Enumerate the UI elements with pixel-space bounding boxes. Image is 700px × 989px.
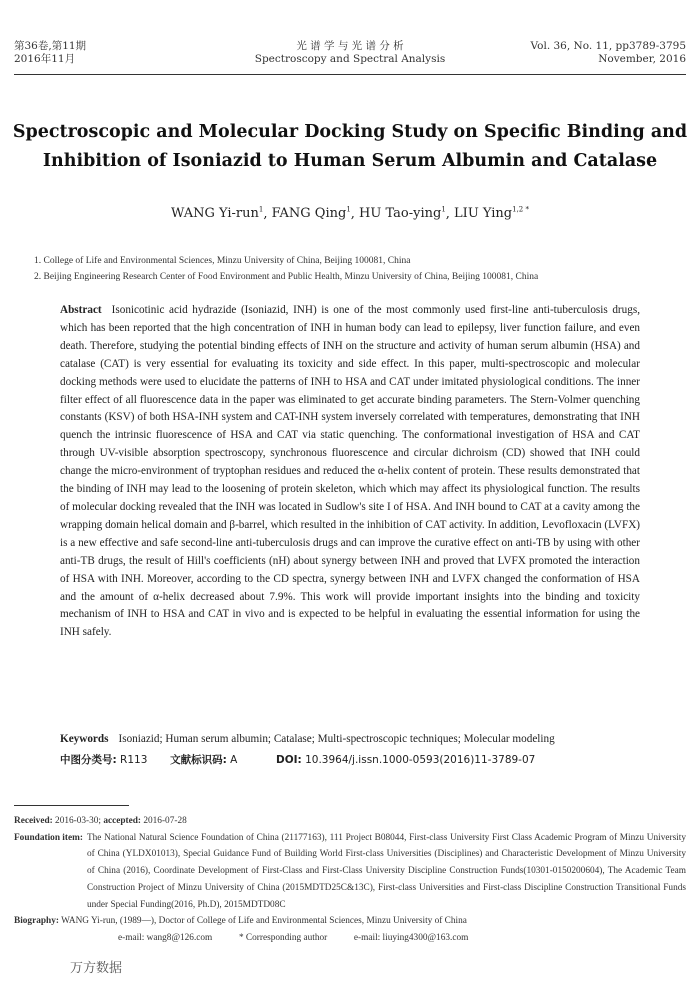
journal-name-en: Spectroscopy and Spectral Analysis: [254, 53, 446, 65]
clc-label: 中图分类号:: [60, 754, 117, 766]
keywords: [60, 733, 650, 745]
volume-issue-cn: 第36卷,第11期: [14, 40, 87, 52]
received-value: 2016-03-30;: [55, 816, 102, 826]
date-cn: 2016年11月: [14, 53, 76, 65]
foundation-block: [14, 830, 686, 914]
abstract-text: Isonicotinic acid hydrazide (Isoniazid, INH) is one of the most commonly used first-line anti-tuberculosis drugs, which has been reported that the high concentration of INH in human body can lead to epilepsy, liver function failure, and even death. Therefore, studying the potential binding effects of INH on the structure and activity of human serum albumin (HSA) and catalase (CAT) is very essential for evaluating its toxicity and side effect. In this paper, multi-spectroscopic and molecular docking methods were used to elucidate the patterns of INH to HSA and CAT under imitated physiological conditions. The inner filter effect of all fluorescence data in the paper was eliminated to get accurate binding parameters. The Stern-Volmer quenching constants (KSV) of both HSA-INH system and CAT-INH system inversely correlated with temperatures, demonstrating that INH quench the intrinsic fluorescence of HSA and CAT via static quenching. The conformational investigation of HSA and CAT through UV-visible absorption spectroscopy, synchronous fluorescence and circular dichroism (CD) showed that INH could change the micro-environment of tryptophan residues and reduced the α-helix content of protein. These results demonstrated that the binding of INH may lead to the loosening of protein skeleton, which which may affect its physiological function. The results of molecular docking revealed that the INH was located in Sudlow's site I of HSA. And INH bound to CAT at a cavity among the wrapping domain helical domain and β-barrel, which resulted in the inhibition of CAT activity. In addition, Levofloxacin (LVFX) is a new effective and safe second-line anti-tuberculosis drugs and can improve the curative effect on anti-TB by using with other anti-TB drugs, the result of Hill's coefficients (nH) about synergy between INH and proved that LVFX promoted the interaction of HSA with INH. Moreover, according to the CD spectra, synergy between INH and LVFX changed the conformation of HSA and the amount of α-helix decreased about 7.9%. This work will provide important insights into the binding and toxicity mechanism of INH to HSA and CAT in vivo and is expected to be helpful in evaluating the essential information for using the INH safely.: [60, 304, 640, 639]
header-divider: [14, 74, 686, 75]
clc-value: R113: [120, 754, 148, 766]
title-line-2: Inhibition of Isoniazid to Human Serum Albumin and Catalase: [42, 151, 658, 171]
author-email: e-mail: wang8@126.com: [118, 932, 213, 943]
accepted-label: accepted:: [103, 816, 142, 826]
biography-text: WANG Yi-run, (1989—), Doctor of College of Life and Environmental Sciences, Minzu University of China: [61, 916, 467, 927]
affiliation: 2. Beijing Engineering Research Center of Food Environment and Public Health, Minzu University of China, Beijing 100081, China: [34, 272, 539, 282]
footnote-divider: [14, 805, 129, 806]
biography-line: [14, 913, 686, 930]
date-en: November, 2016: [598, 53, 686, 65]
title-line-1: Spectroscopic and Molecular Docking Study on Specific Binding and: [12, 122, 688, 142]
author-list: WANG Yi-run$^1$, FANG Qing$^1$, HU Tao-ying$^1$, LIU Ying$^{1,2 *}$: [171, 206, 529, 222]
biography-label: Biography:: [14, 916, 59, 927]
foundation-text: The National Natural Science Foundation of China (21177163), 111 Project B08044, First-class University First Class Academic Program of Minzu University of China (YLDX01013), Special Guidance Fund of Building World First-class Universities (Disciplines) and Characteristic Development of Minzu University of China (2016), Coordinate Development of First-Class and First-Class University Discipline Construction Funds(10301-0150200604), The Academic Team Construction Project of Minzu University of China (2015MDTD25C&13C), First-class Universities and First-class Discipline Construction Transitional Funds under Special Funding(2016, Ph.D), 2015MDTD08C: [86, 832, 686, 910]
corresponding-author-note: * Corresponding author: [238, 932, 328, 943]
volume-pages-en: Vol. 36, No. 11, pp3789-3795: [530, 40, 686, 52]
journal-name-cn: 光 谱 学 与 光 谱 分 析: [296, 40, 404, 52]
classification-row: [60, 752, 650, 767]
author: LIU Ying$^{1,2 *}$: [454, 206, 529, 222]
doi-value: 10.3964/j.issn.1000-0593(2016)11-3789-07: [305, 754, 536, 766]
received-label: Received:: [14, 816, 53, 826]
author: WANG Yi-run$^1$: [171, 206, 264, 222]
footnotes: [14, 813, 686, 947]
foundation-label: Foundation item:: [14, 832, 83, 843]
email-line: [14, 930, 686, 947]
doi-label: DOI:: [276, 754, 302, 766]
abstract-label: Abstract: [60, 304, 102, 316]
affiliation: 1. College of Life and Environmental Sciences, Minzu University of China, Beijing 100081, China: [34, 256, 411, 266]
accepted-value: 2016-07-28: [143, 816, 187, 826]
paper-title: [10, 118, 690, 176]
journal-volume-info-en: [531, 40, 686, 66]
author: HU Tao-ying$^1$: [359, 206, 446, 222]
abstract: [60, 302, 640, 642]
keywords-text: Isoniazid; Human serum albumin; Catalase; Multi-spectroscopic techniques; Molecular modeling: [118, 733, 555, 745]
keywords-label: Keywords: [60, 733, 109, 745]
doc-code-label: 文献标识码:: [170, 754, 227, 766]
corresponding-email: e-mail: liuying4300@163.com: [353, 932, 469, 943]
received-line: [14, 813, 686, 830]
author: FANG Qing$^1$: [271, 206, 351, 222]
affiliations: [34, 253, 538, 285]
wanfang-watermark: 万方数据: [70, 961, 123, 976]
doc-code-value: A: [230, 754, 238, 766]
